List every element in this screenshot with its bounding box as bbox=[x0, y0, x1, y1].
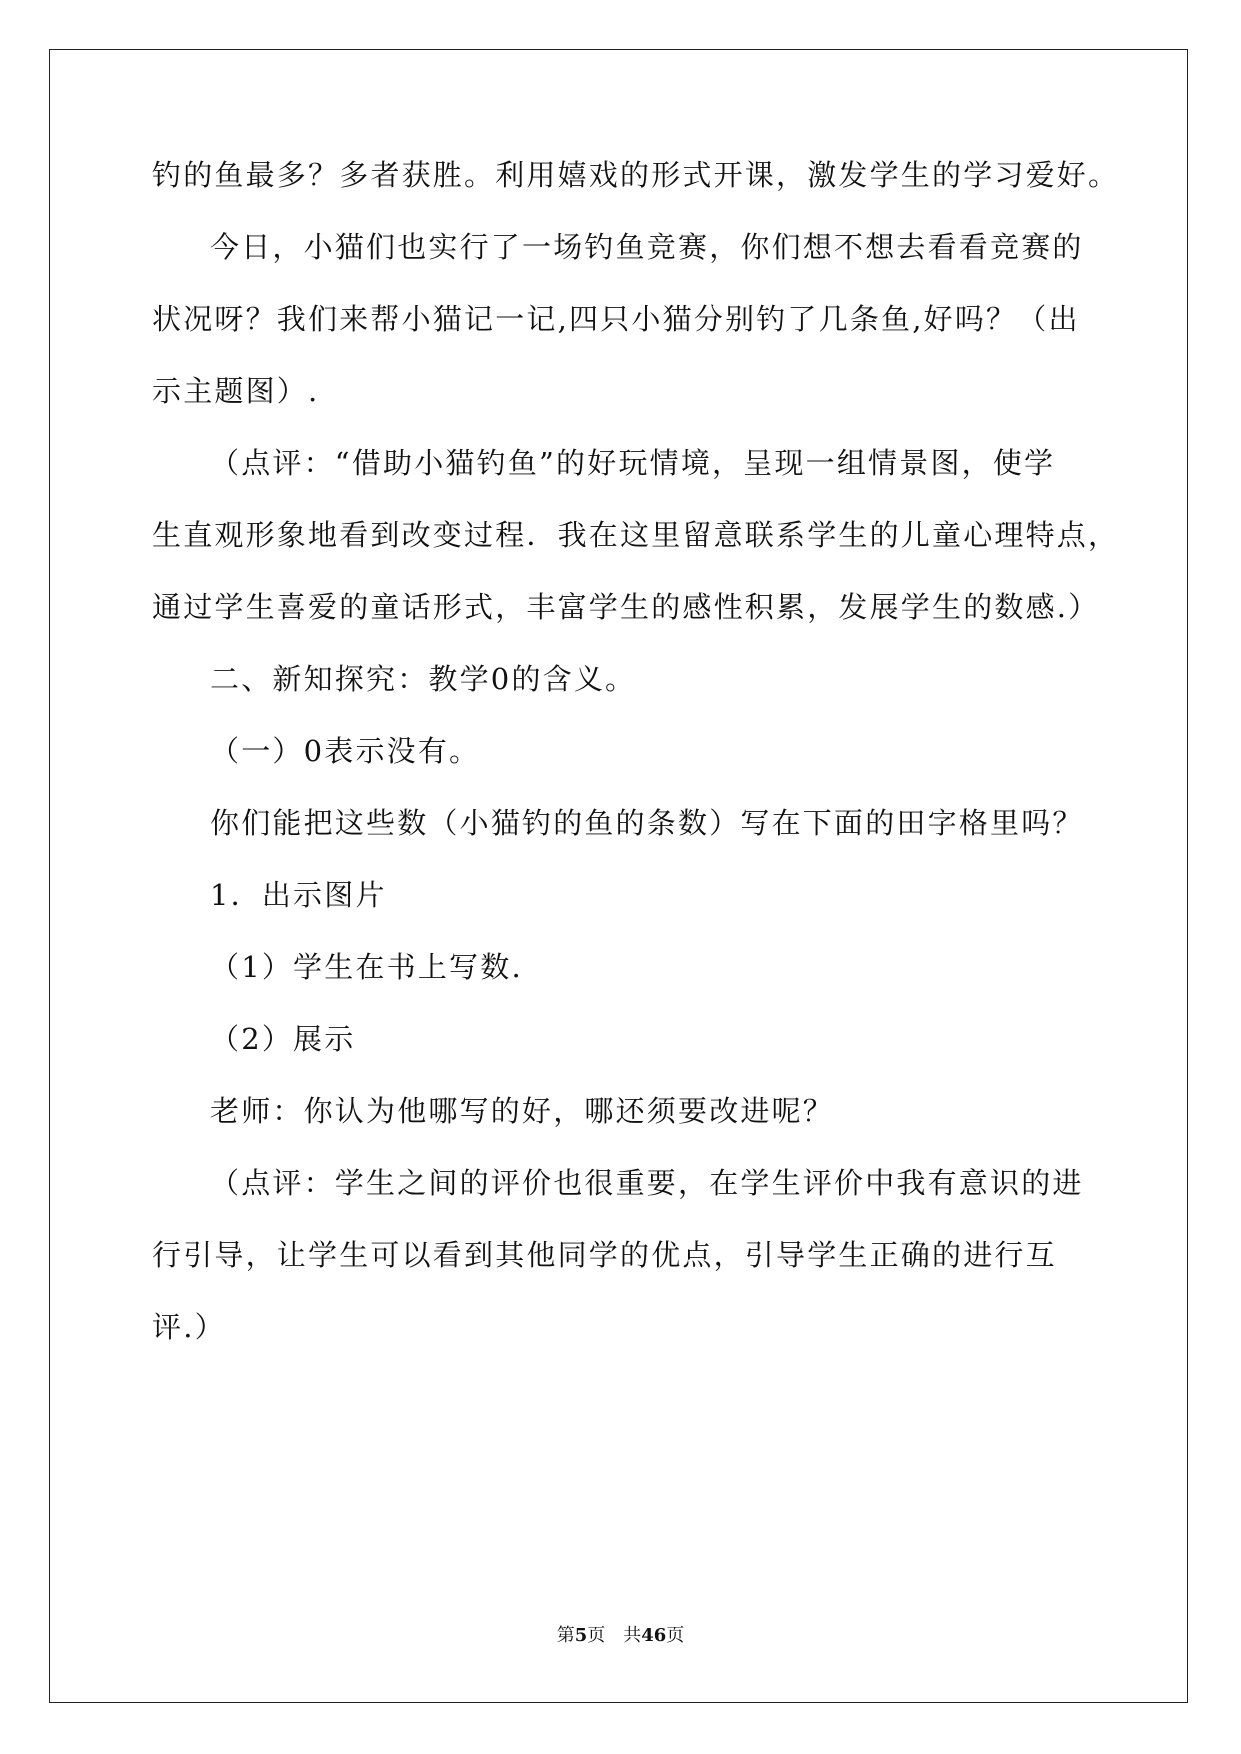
footer-prefix: 第 bbox=[556, 1625, 575, 1646]
text-line-14: 老师：你认为他哪写的好，哪还须要改进呢？ bbox=[210, 1094, 835, 1128]
page-border bbox=[49, 49, 1188, 1703]
text-line-6: 生直观形象地看到改变过程．我在这里留意联系学生的儿童心理特点， bbox=[152, 518, 1120, 552]
text-line-8: 二、新知探究：教学0的含义。 bbox=[210, 662, 637, 696]
text-line-4: 示主题图）. bbox=[152, 374, 320, 408]
footer-middle: 页 共 bbox=[587, 1625, 642, 1646]
footer-page-number: 5 bbox=[574, 1625, 588, 1646]
footer-suffix: 页 bbox=[666, 1625, 685, 1646]
text-line-13: （2）展示 bbox=[210, 1022, 356, 1056]
text-line-15: （点评：学生之间的评价也很重要，在学生评价中我有意识的进 bbox=[210, 1166, 1084, 1200]
text-line-5: （点评：“借助小猫钓鱼”的好玩情境，呈现一组情景图，使学 bbox=[210, 446, 1056, 480]
text-line-17: 评.） bbox=[152, 1310, 226, 1344]
text-line-11: 1．出示图片 bbox=[210, 878, 387, 912]
text-line-7: 通过学生喜爱的童话形式，丰富学生的感性积累，发展学生的数感.） bbox=[152, 590, 1100, 624]
text-line-3: 状况呀？我们来帮小猫记一记,四只小猫分别钓了几条鱼,好吗？（出 bbox=[152, 302, 1080, 336]
text-line-10: 你们能把这些数（小猫钓的鱼的条数）写在下面的田字格里吗？ bbox=[210, 806, 1084, 840]
text-line-2: 今日，小猫们也实行了一场钓鱼竞赛，你们想不想去看看竞赛的 bbox=[210, 230, 1084, 264]
text-line-1: 钓的鱼最多？多者获胜。利用嬉戏的形式开课，激发学生的学习爱好。 bbox=[152, 158, 1120, 192]
text-line-12: （1）学生在书上写数. bbox=[210, 950, 523, 984]
footer-total-pages: 46 bbox=[641, 1625, 667, 1646]
text-line-9: （一）0表示没有。 bbox=[210, 734, 481, 768]
page-footer bbox=[0, 1624, 1241, 1648]
text-line-16: 行引导，让学生可以看到其他同学的优点，引导学生正确的进行互 bbox=[152, 1238, 1057, 1272]
